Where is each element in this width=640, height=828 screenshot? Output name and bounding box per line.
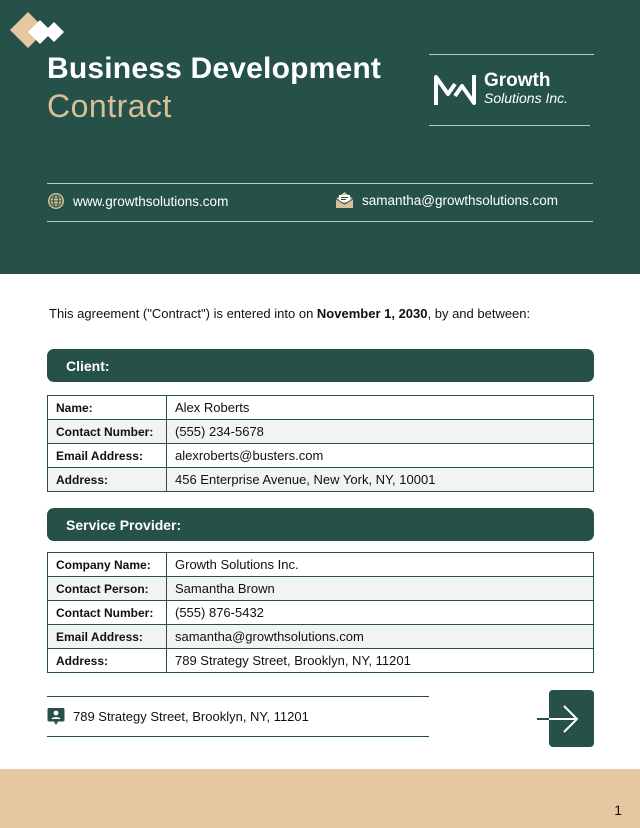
agreement-intro xyxy=(49,306,530,321)
contract-date: November 1, 2030 xyxy=(316,306,428,321)
table-row xyxy=(48,625,594,649)
provider-section-heading: Service Provider: xyxy=(47,508,594,541)
provider-label: Company Name: xyxy=(48,553,167,577)
page-number: 1 xyxy=(614,802,622,818)
intro-prefix: This agreement ("Contract") is entered into on xyxy=(49,306,317,321)
provider-value: Growth Solutions Inc. xyxy=(167,553,594,577)
table-row xyxy=(48,444,594,468)
contact-divider-bottom xyxy=(47,221,593,222)
client-table xyxy=(47,395,594,492)
provider-value: Samantha Brown xyxy=(167,577,594,601)
client-value: Alex Roberts xyxy=(167,396,594,420)
provider-label: Email Address: xyxy=(48,625,167,649)
provider-value: (555) 876-5432 xyxy=(167,601,594,625)
website-contact[interactable] xyxy=(47,192,228,210)
provider-value: samantha@growthsolutions.com xyxy=(167,625,594,649)
footer-band xyxy=(0,769,640,828)
website-link[interactable]: www.growthsolutions.com xyxy=(73,193,229,209)
table-row xyxy=(48,553,594,577)
client-label: Contact Number: xyxy=(48,420,167,444)
document-title: Business Development xyxy=(47,52,382,85)
email-contact[interactable] xyxy=(335,191,558,209)
logo-divider-top xyxy=(429,54,594,55)
document-subtitle: Contract xyxy=(47,88,172,124)
arrow-right-icon[interactable] xyxy=(536,703,582,735)
client-section-heading: Client: xyxy=(47,349,594,382)
provider-table xyxy=(47,552,594,673)
header-banner xyxy=(0,0,640,274)
provider-label: Address: xyxy=(48,649,167,673)
table-row xyxy=(48,468,594,492)
logo-subtitle: Solutions Inc. xyxy=(484,90,569,106)
contact-divider-top xyxy=(47,183,593,184)
envelope-icon xyxy=(335,191,354,209)
growth-m-logo-icon xyxy=(433,72,477,108)
footer-address xyxy=(47,707,309,726)
diamond-logo-icon xyxy=(10,12,70,52)
location-pin-icon xyxy=(47,707,65,726)
footer-address-text: 789 Strategy Street, Brooklyn, NY, 11201 xyxy=(73,709,309,724)
provider-label: Contact Number: xyxy=(48,601,167,625)
table-row xyxy=(48,577,594,601)
intro-suffix: , by and between: xyxy=(427,306,531,321)
table-row xyxy=(48,601,594,625)
client-value: (555) 234-5678 xyxy=(167,420,594,444)
email-link[interactable]: samantha@growthsolutions.com xyxy=(362,192,559,208)
client-value: 456 Enterprise Avenue, New York, NY, 10001 xyxy=(167,468,594,492)
logo-divider-bottom xyxy=(429,125,590,126)
address-divider-top xyxy=(47,696,429,697)
provider-value: 789 Strategy Street, Brooklyn, NY, 11201 xyxy=(167,649,594,673)
client-value: alexroberts@busters.com xyxy=(167,444,594,468)
client-label: Name: xyxy=(48,396,167,420)
table-row xyxy=(48,396,594,420)
client-label: Email Address: xyxy=(48,444,167,468)
table-row xyxy=(48,420,594,444)
provider-label: Contact Person: xyxy=(48,577,167,601)
logo-name: Growth xyxy=(484,70,551,91)
globe-icon xyxy=(47,192,65,210)
table-row xyxy=(48,649,594,673)
client-label: Address: xyxy=(48,468,167,492)
address-divider-bottom xyxy=(47,736,429,737)
